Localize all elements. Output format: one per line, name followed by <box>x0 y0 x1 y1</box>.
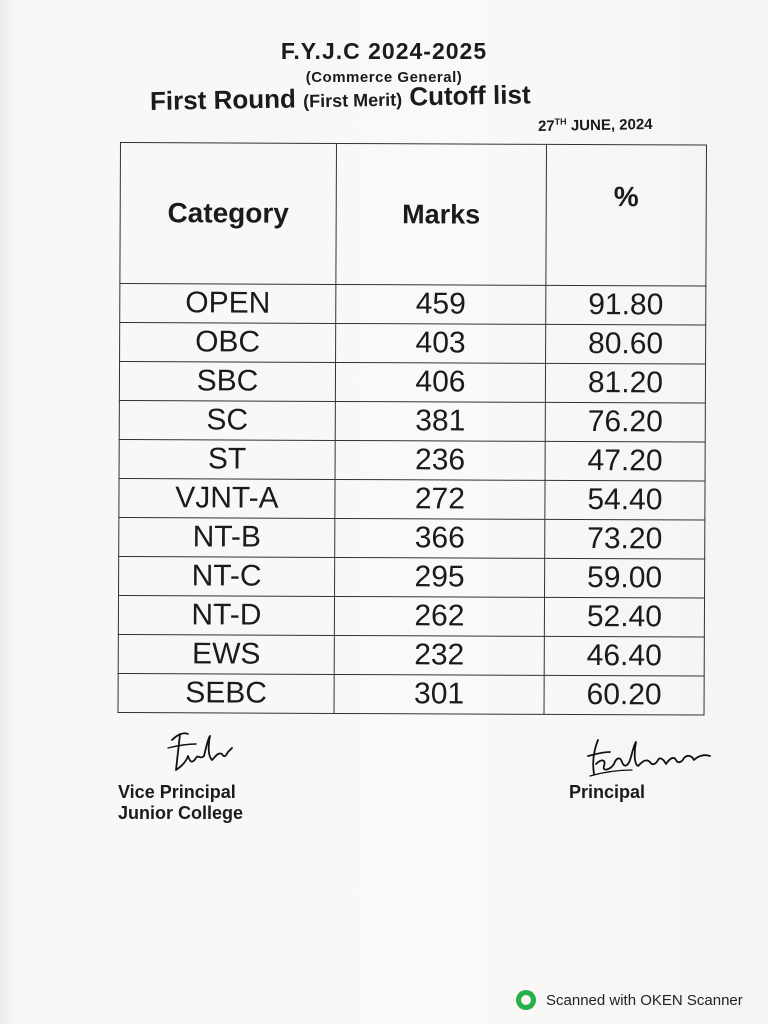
document-date <box>538 115 653 135</box>
table-row <box>119 362 705 404</box>
date-month-year: JUNE, 2024 <box>566 116 653 135</box>
table-row <box>119 439 705 481</box>
document-subtitle: (Commerce General) <box>305 69 463 86</box>
table-row <box>118 673 704 715</box>
category-cell: ST <box>119 439 335 479</box>
marks-cell: 236 <box>335 440 545 480</box>
table-row <box>118 634 704 676</box>
table-row <box>120 284 706 326</box>
percent-cell: 59.00 <box>545 558 705 598</box>
document-title: F.Y.J.C 2024-2025 <box>280 38 488 64</box>
junior-college-label: Junior College <box>118 803 244 823</box>
table-header-row <box>120 143 707 287</box>
category-cell: EWS <box>118 634 334 674</box>
marks-cell: 295 <box>335 557 545 597</box>
oken-scanner-logo-icon <box>516 990 536 1010</box>
percent-cell: 91.80 <box>546 285 706 325</box>
percent-cell: 46.40 <box>544 636 704 676</box>
percent-cell: 76.20 <box>545 402 705 442</box>
scanner-text: Scanned with OKEN Scanner <box>546 991 743 1009</box>
table-row <box>118 595 704 637</box>
list-heading <box>150 79 531 117</box>
marks-cell: 232 <box>334 635 544 675</box>
marks-cell: 381 <box>335 401 545 441</box>
date-suffix: TH <box>554 116 567 127</box>
table-row <box>119 517 705 559</box>
marks-cell: 262 <box>334 596 544 636</box>
percent-cell: 81.20 <box>545 363 705 403</box>
vice-principal-title: Vice Principal <box>118 782 236 802</box>
table-row <box>119 478 705 520</box>
header-percent: % <box>546 144 707 286</box>
marks-cell: 301 <box>334 674 544 714</box>
category-cell: SC <box>119 400 335 440</box>
category-cell: OBC <box>120 323 336 363</box>
vice-principal-signature <box>162 726 242 778</box>
marks-cell: 366 <box>335 518 545 558</box>
header-marks: Marks <box>336 143 547 285</box>
percent-cell: 52.40 <box>544 597 704 637</box>
heading-merit: (First Merit) <box>302 89 403 112</box>
scanner-watermark <box>516 990 743 1010</box>
table-row <box>120 323 706 365</box>
principal-signature <box>584 734 716 786</box>
category-cell: NT-D <box>118 595 334 635</box>
table-row <box>119 556 705 598</box>
date-day: 27 <box>537 117 555 135</box>
category-cell: NT-C <box>119 556 335 596</box>
percent-cell: 54.40 <box>545 480 705 520</box>
category-cell: VJNT-A <box>119 478 335 518</box>
percent-cell: 73.20 <box>545 519 705 559</box>
marks-cell: 403 <box>336 323 546 363</box>
header-category: Category <box>120 143 337 285</box>
marks-cell: 272 <box>335 479 545 519</box>
table-row <box>119 400 705 442</box>
cutoff-table-container <box>118 142 706 716</box>
category-cell: SEBC <box>118 673 334 713</box>
category-cell: OPEN <box>120 284 336 324</box>
percent-cell: 60.20 <box>544 675 704 715</box>
percent-cell: 47.20 <box>545 441 705 481</box>
heading-round: First Round <box>149 83 297 116</box>
marks-cell: 459 <box>336 284 546 324</box>
principal-title: Principal <box>569 782 646 802</box>
category-cell: SBC <box>119 362 335 402</box>
marks-cell: 406 <box>335 362 545 402</box>
cutoff-table <box>118 142 707 716</box>
percent-cell: 80.60 <box>546 324 706 364</box>
heading-cutoff: Cutoff list <box>409 79 531 112</box>
category-cell: NT-B <box>119 517 335 557</box>
